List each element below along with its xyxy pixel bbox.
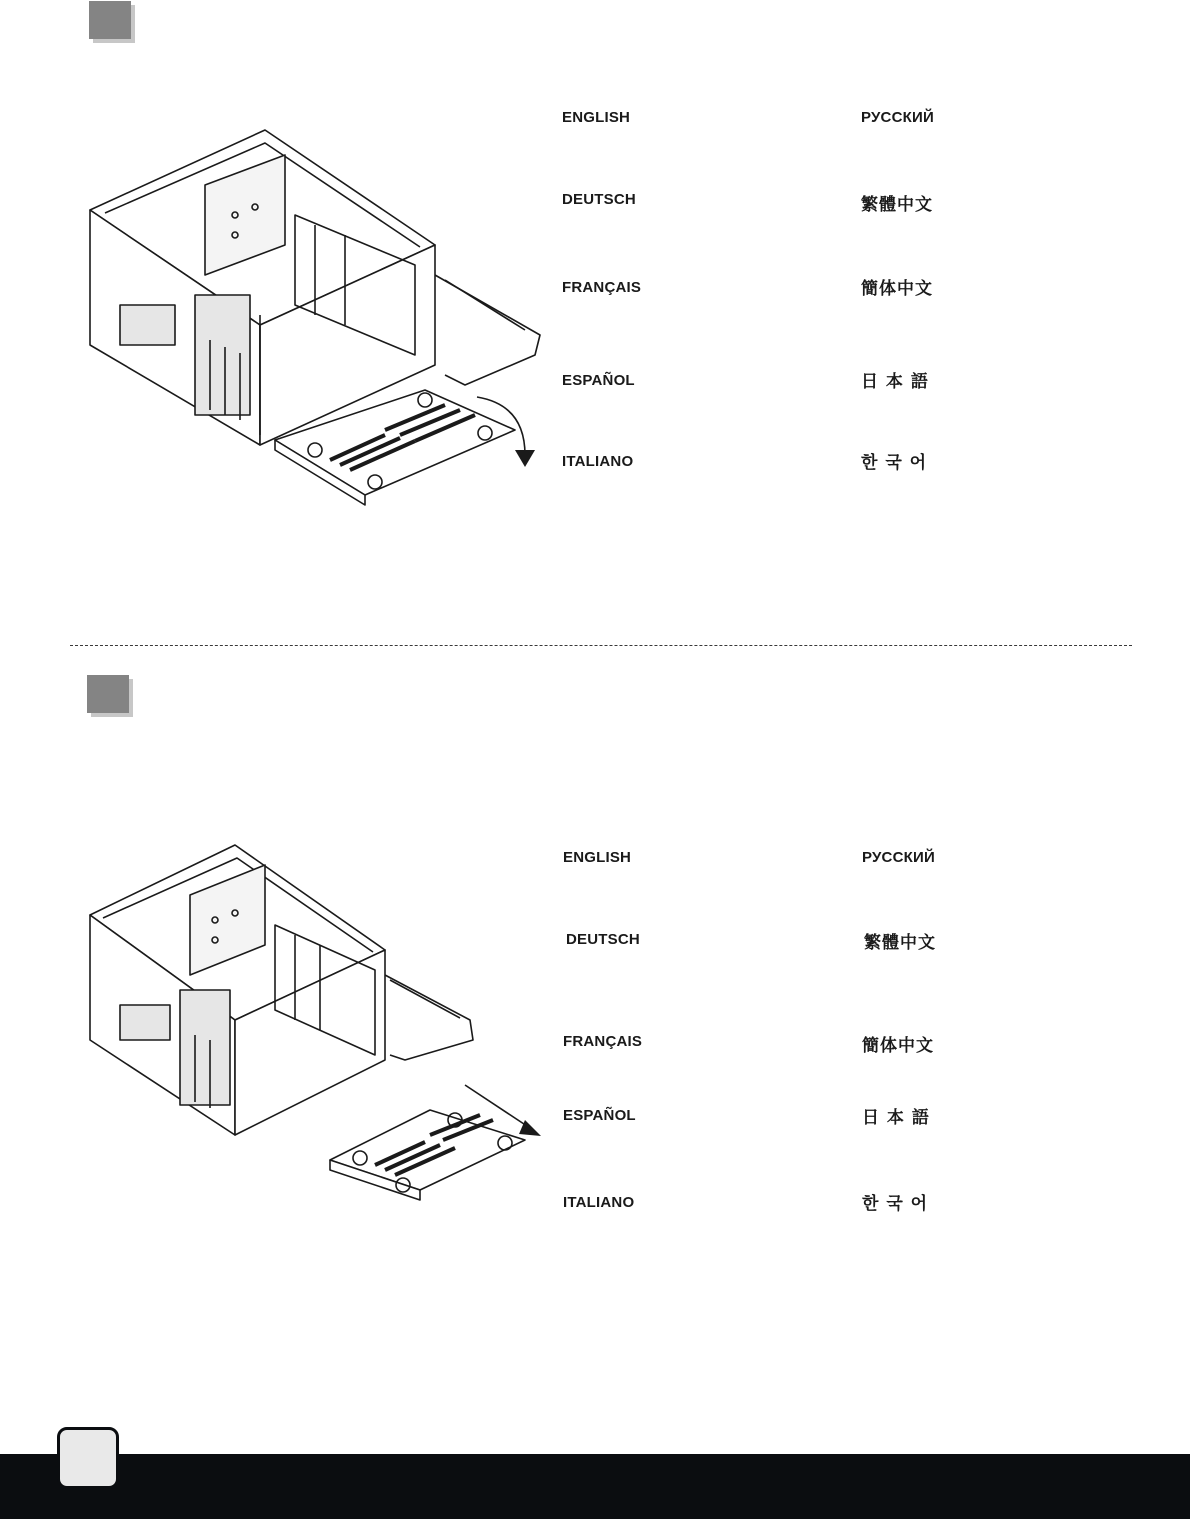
lang-simplified-chinese: 簡体中文 [861,279,933,299]
lang-japanese: 日 本 語 [861,372,929,392]
case-tray-removed-illustration [85,840,555,1220]
lang-english: ENGLISH [563,849,632,866]
lang-espanol: ESPAÑOL [562,372,635,389]
lang-traditional-chinese: 繁體中文 [864,933,936,953]
page-footer-bar [0,1454,1190,1519]
lang-russian: РУССКИЙ [862,849,935,866]
lang-italiano: ITALIANO [563,1194,635,1211]
case-tray-open-illustration [85,125,545,515]
lang-italiano: ITALIANO [562,453,634,470]
section-divider [70,645,1132,646]
lang-espanol: ESPAÑOL [563,1107,636,1124]
lang-deutsch: DEUTSCH [566,931,640,948]
lang-russian: РУССКИЙ [861,109,934,126]
lang-korean: 한 국 어 [862,1194,929,1214]
step-1-marker [89,1,131,39]
lang-simplified-chinese: 簡体中文 [862,1036,934,1056]
lang-japanese: 日 本 語 [862,1108,930,1128]
lang-traditional-chinese: 繁體中文 [861,195,933,215]
lang-english: ENGLISH [562,109,631,126]
lang-korean: 한 국 어 [861,453,928,473]
page-number-tab [57,1427,119,1489]
lang-francais: FRANÇAIS [562,279,642,296]
lang-francais: FRANÇAIS [563,1033,643,1050]
step-2-marker [87,675,129,713]
lang-deutsch: DEUTSCH [562,191,636,208]
